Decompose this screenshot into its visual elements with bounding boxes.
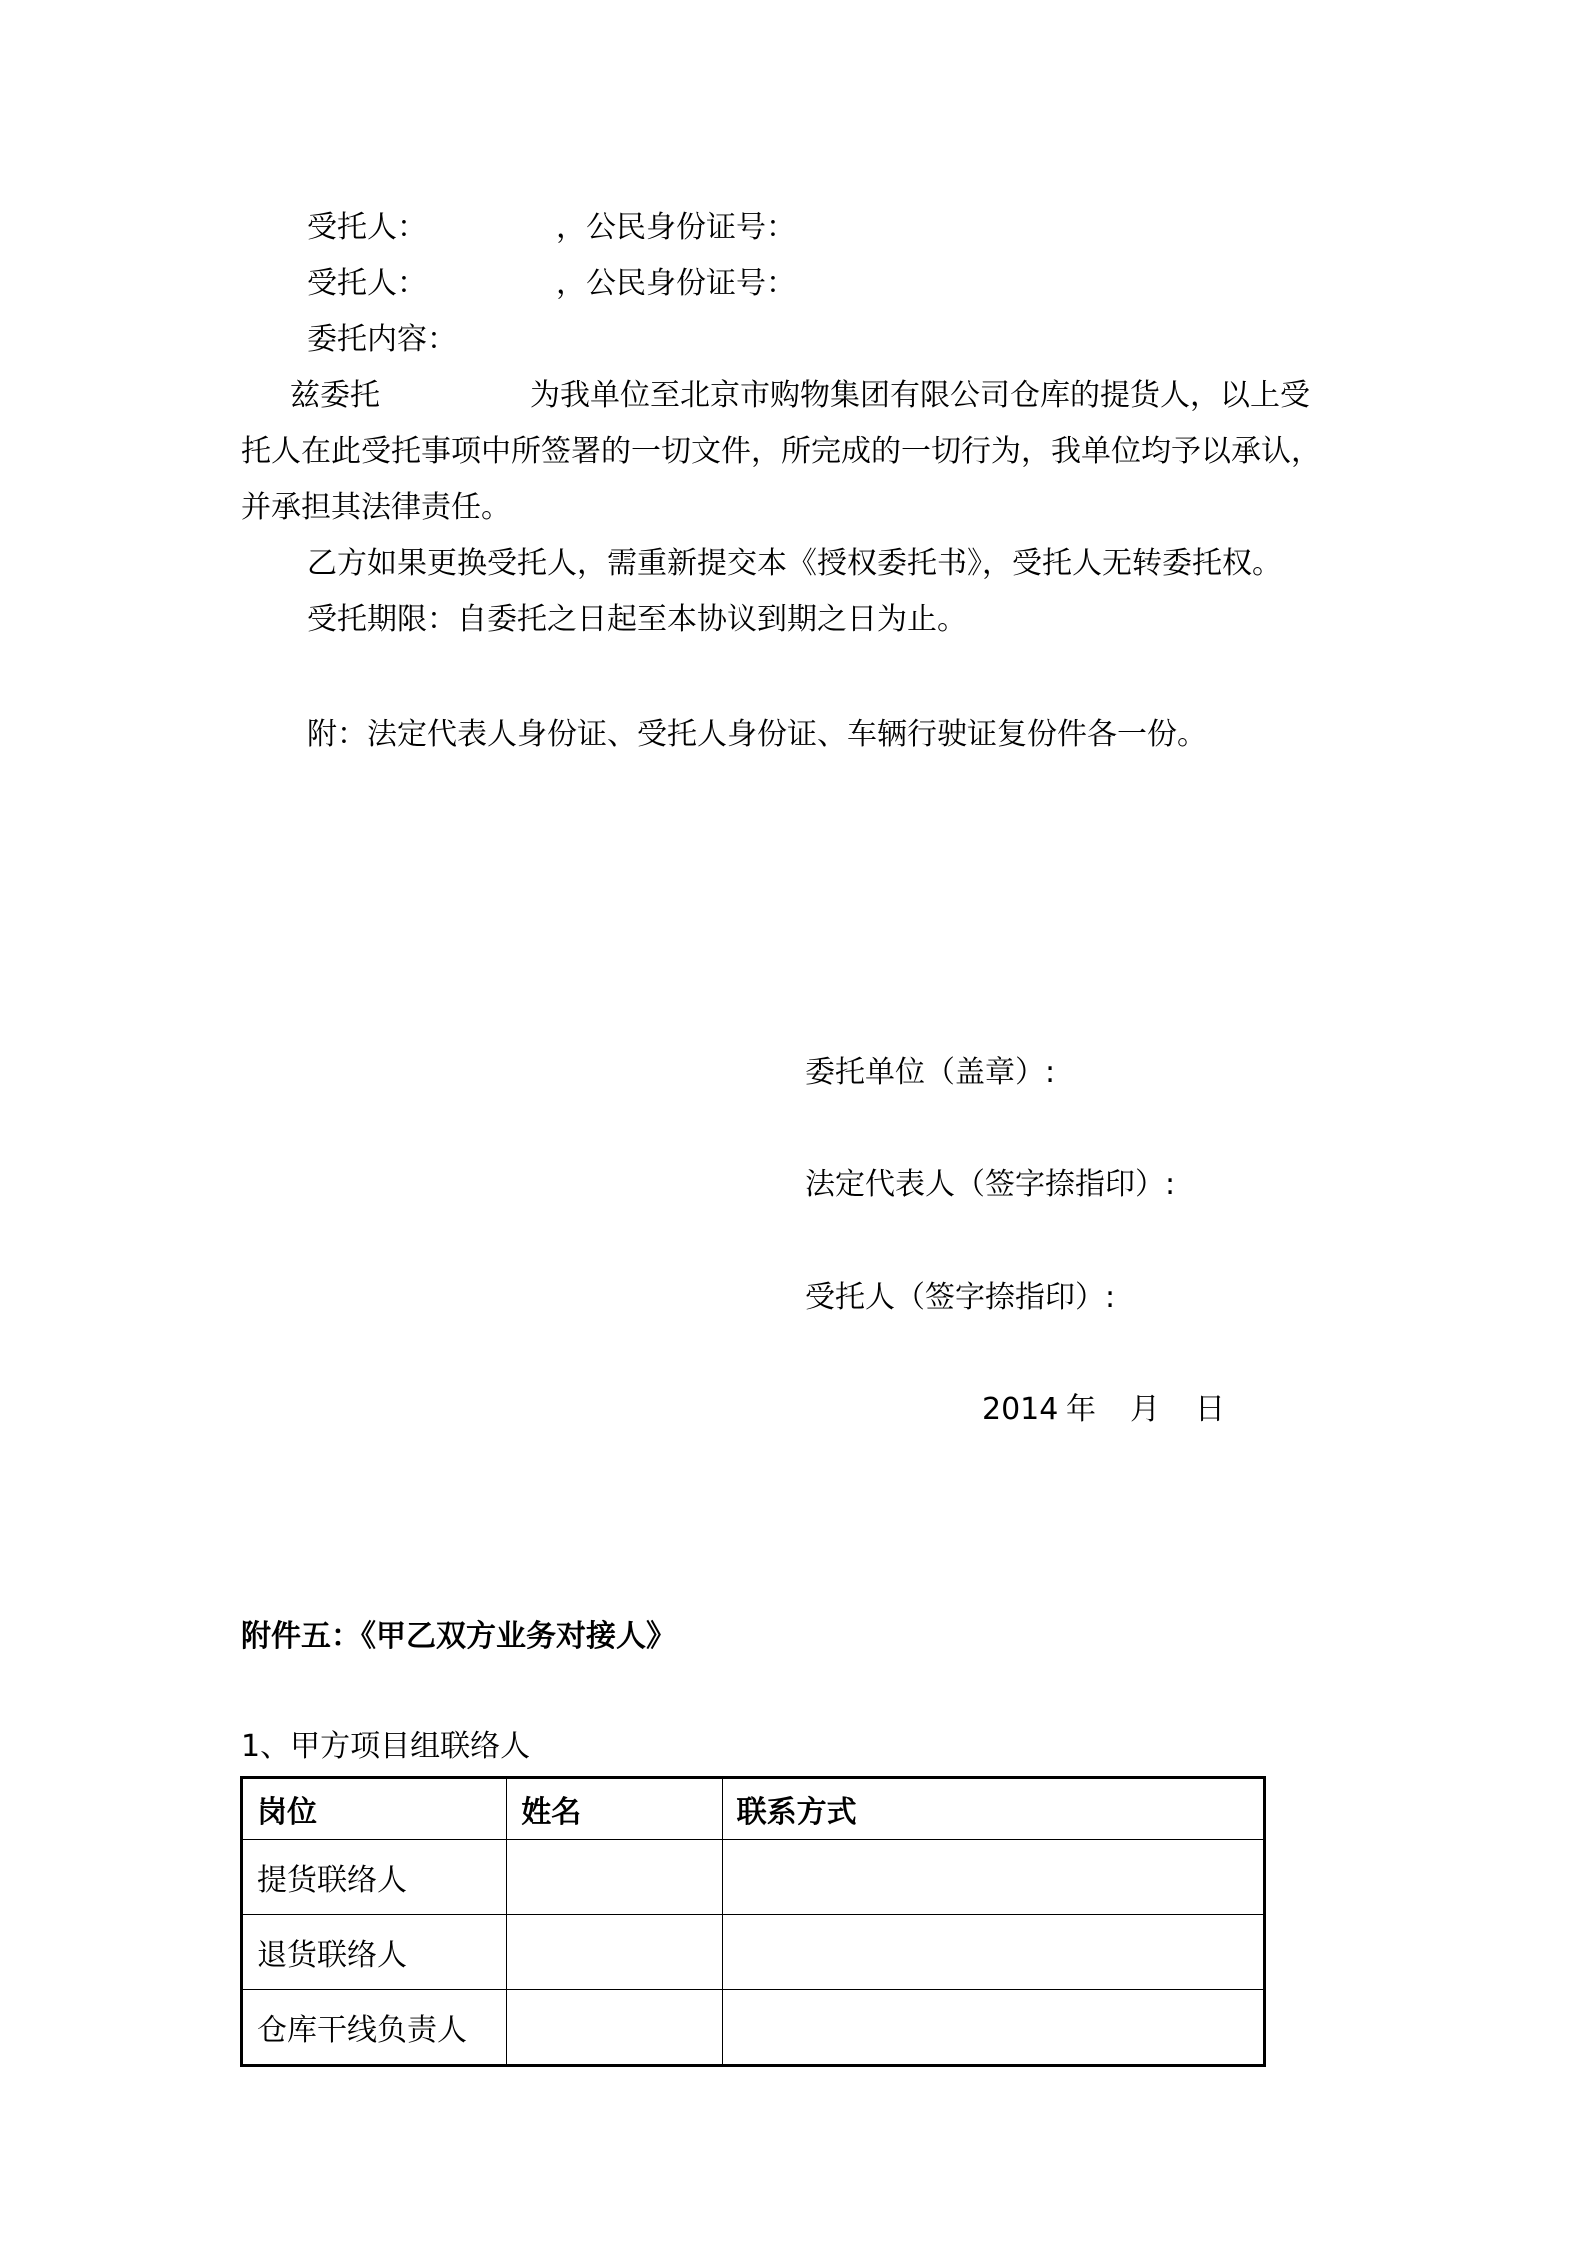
cell-name <box>507 1840 722 1915</box>
entrust-line-3: 并承担其法律责任。 <box>241 490 511 525</box>
signature-legal-rep: 法定代表人（签字捺指印）: <box>805 1167 1176 1202</box>
entrust-line-2: 托人在此受托事项中所签署的一切文件，所完成的一切行为，我单位均予以承认， <box>241 434 1321 469</box>
attachment-paragraph: 附：法定代表人身份证、受托人身份证、车辆行驶证复份件各一份。 <box>307 717 1207 752</box>
content-label: 委托内容： <box>307 322 457 357</box>
cell-position: 仓库干线负责人 <box>242 1990 507 2066</box>
table-row <box>242 1915 1265 1990</box>
cell-position: 退货联络人 <box>242 1915 507 1990</box>
header-contact: 联系方式 <box>722 1778 1264 1840</box>
table-row <box>242 1840 1265 1915</box>
entrust-line-1: 为我单位至北京市购物集团有限公司仓库的提货人，以上受 <box>530 378 1310 413</box>
term-paragraph: 受托期限：自委托之日起至本协议到期之日为止。 <box>307 602 967 637</box>
cell-position: 提货联络人 <box>242 1840 507 1915</box>
delegate-label-1: 受托人： <box>307 210 427 245</box>
appendix-title: 附件五：《甲乙双方业务对接人》 <box>241 1619 676 1654</box>
header-position: 岗位 <box>242 1778 507 1840</box>
cell-contact <box>722 1915 1264 1990</box>
entrust-lead: 兹委托 <box>290 378 380 413</box>
section-title: 1、甲方项目组联络人 <box>241 1729 531 1764</box>
table-header-row <box>242 1778 1265 1840</box>
delegate-label-2: 受托人： <box>307 266 427 301</box>
header-name: 姓名 <box>507 1778 722 1840</box>
date-month-unit: 月 <box>1130 1392 1160 1427</box>
signature-delegate: 受托人（签字捺指印）: <box>805 1280 1116 1315</box>
date-year: 2014 <box>982 1392 1059 1427</box>
id-number-label-1: ，公民身份证号： <box>556 210 796 245</box>
id-number-label-2: ，公民身份证号： <box>556 266 796 301</box>
cell-contact <box>722 1990 1264 2066</box>
replace-paragraph: 乙方如果更换受托人，需重新提交本《授权委托书》，受托人无转委托权。 <box>307 546 1282 581</box>
table-row <box>242 1990 1265 2066</box>
cell-name <box>507 1990 722 2066</box>
date-day-unit: 日 <box>1195 1392 1225 1427</box>
date-year-unit: 年 <box>1066 1392 1096 1427</box>
cell-name <box>507 1915 722 1990</box>
contacts-table <box>240 1776 1266 2067</box>
cell-contact <box>722 1840 1264 1915</box>
signature-unit: 委托单位（盖章）: <box>805 1055 1056 1090</box>
